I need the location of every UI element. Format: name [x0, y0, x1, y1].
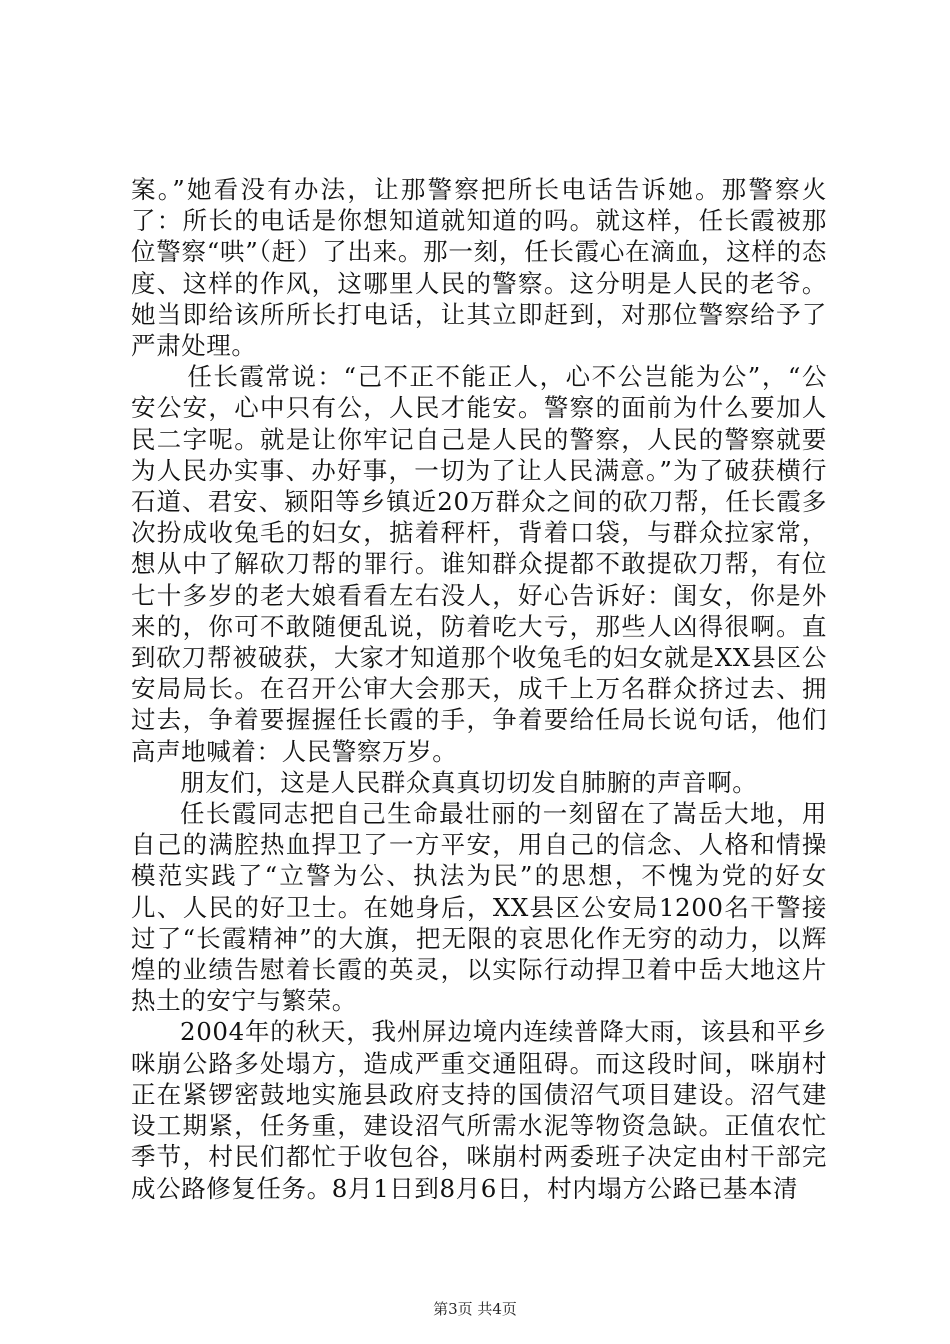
paragraph-3: 朋友们，这是人民群众真真切切发自肺腑的声音啊。 [180, 767, 758, 797]
paragraph-4: 任长霞同志把自己生命最壮丽的一刻留在了嵩岳大地，用自己的满腔热血捍卫了一方平安，用自己的信念、人格和情操模范实践了“立警为公、执法为民”的思想，不愧为党的好女儿、人民的好卫士。在她身后，XX县区公安局1200名干警接过了“长霞精神”的大旗，把无限的哀思化作无穷的动力，以辉煌的业绩告慰着长霞的英灵，以实际行动捍卫着中岳大地这片热土的安宁与繁荣。 [131, 799, 827, 1016]
document-body [131, 174, 827, 1204]
page-footer: 第3页 共4页 [433, 1300, 517, 1318]
paragraph-5: 2004年的秋天，我州屏边境内连续普降大雨，该县和平乡咪崩公路多处塌方，造成严重交通阻碍。而这段时间，咪崩村正在紧锣密鼓地实施县政府支持的国债沼气项目建设。沼气建设工期紧，任务重，建设沼气所需水泥等物资急缺。正值农忙季节，村民们都忙于收包谷，咪崩村两委班子决定由村干部完成公路修复任务。8月1日到8月6日，村内塌方公路已基本清 [131, 1017, 827, 1203]
paragraph-1: 案。”她看没有办法，让那警察把所长电话告诉她。那警察火了：所长的电话是你想知道就知道的吗。就这样，任长霞被那位警察“哄”（赶）了出来。那一刻，任长霞心在滴血，这样的态度、这样的作风，这哪里人民的警察。这分明是人民的老爷。她当即给该所所长打电话，让其立即赶到，对那位警察给予了严肃处理。 [131, 175, 827, 361]
paragraph-2: 任长霞常说：“己不正不能正人，心不公岂能为公”，“公安公安，心中只有公，人民才能安。警察的面前为什么要加人民二字呢。就是让你牢记自己是人民的警察，人民的警察就要为人民办实事、办好事，一切为了让人民满意。”为了破获横行石道、君安、颍阳等乡镇近20万群众之间的砍刀帮，任长霞多次扮成收兔毛的妇女，掂着秤杆，背着口袋，与群众拉家常，想从中了解砍刀帮的罪行。谁知群众提都不敢提砍刀帮，有位七十多岁的老大娘看看左右没人，好心告诉好：闺女，你是外来的，你可不敢随便乱说，防着吃大亏，那些人凶得很啊。直到砍刀帮被破获，大家才知道那个收兔毛的妇女就是XX县区公安局局长。在召开公审大会那天，成千上万名群众挤过去、拥过去，争着要握握任长霞的手，争着要给任局长说句话，他们高声地喊着：人民警察万岁。 [131, 362, 827, 766]
